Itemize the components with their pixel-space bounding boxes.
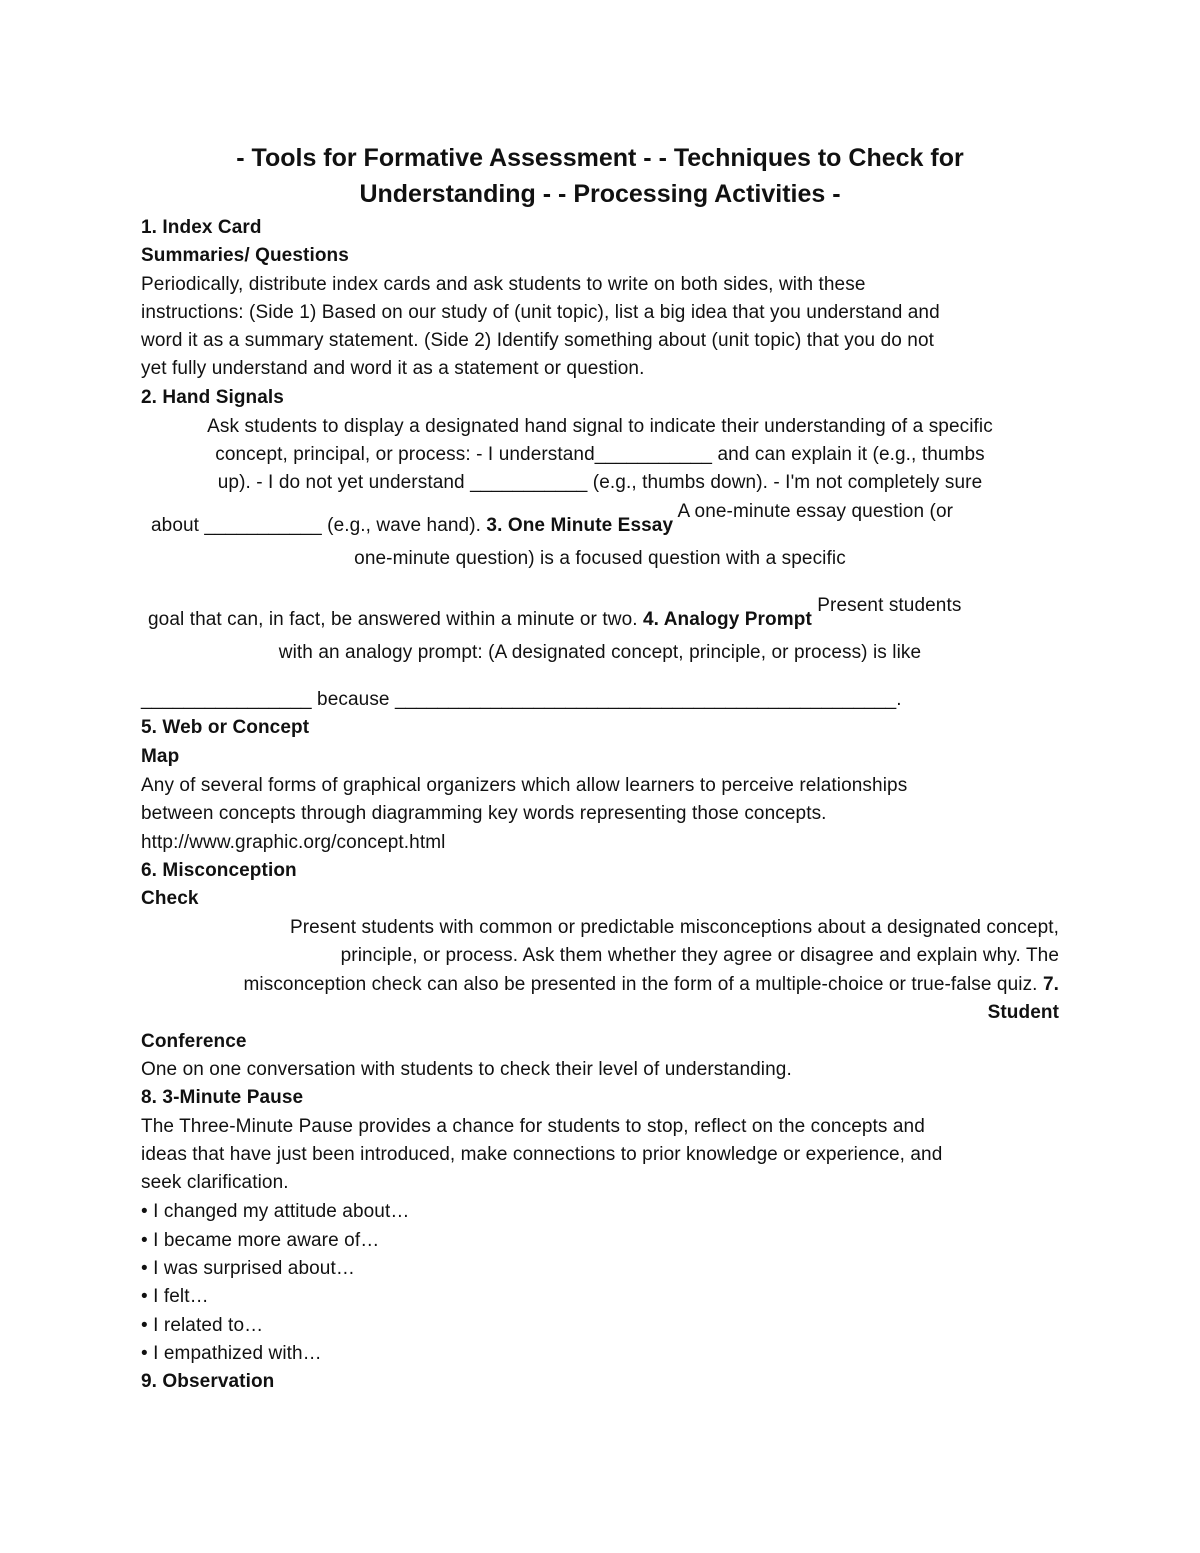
section-1-text-line: yet fully understand and word it as a statement or question. [141, 358, 645, 379]
section-8-text-line: seek clarification. [141, 1172, 289, 1193]
section-8-text-line: The Three-Minute Pause provides a chance for students to stop, reflect on the concepts and [141, 1116, 925, 1137]
section-4-heading: 4. Analogy Prompt [643, 609, 812, 630]
section-7-text-line: One on one conversation with students to check their level of understanding. [141, 1059, 792, 1080]
bullet-item: • I changed my attitude about… [141, 1201, 410, 1222]
section-1-text-line: instructions: (Side 1) Based on our study of (unit topic), list a big idea that you understand and [141, 302, 940, 323]
section-2-text-line: Ask students to display a designated hand signal to indicate their understanding of a specific [207, 416, 993, 437]
bullet-item: • I empathized with… [141, 1343, 322, 1364]
section-1-text-line: Periodically, distribute index cards and ask students to write on both sides, with these [141, 274, 866, 295]
section-2-text-line: up). - I do not yet understand ___________ (e.g., thumbs down). - I'm not completely sure [217, 472, 983, 493]
section-5-text-line: between concepts through diagramming key words representing those concepts. [141, 803, 827, 824]
section-6-subheading: Check [141, 888, 199, 909]
section-5-link[interactable]: http://www.graphic.org/concept.html [141, 832, 446, 853]
section-2-heading: 2. Hand Signals [141, 387, 284, 408]
section-3-heading: 3. One Minute Essay [486, 515, 674, 536]
section-4-inline-text: Present students [817, 595, 962, 616]
section-1-subheading: Summaries/ Questions [141, 245, 349, 266]
section-7-heading-word: Conference [141, 1031, 247, 1052]
section-8-text-line: ideas that have just been introduced, make connections to prior knowledge or experience, and [141, 1144, 943, 1165]
document-title-line-2: Understanding - - Processing Activities - [359, 180, 841, 208]
section-5-subheading: Map [141, 746, 180, 767]
section-4-blank-line: ________________ because _______________________________________________. [141, 689, 902, 710]
section-2-text: about ___________ (e.g., wave hand). [151, 515, 482, 536]
section-2-text-line: concept, principal, or process: - I understand___________ and can explain it (e.g., thumbs [215, 444, 985, 465]
section-3-inline-text: A one-minute essay question (or [677, 501, 954, 522]
section-7-heading-word: Student [987, 1002, 1059, 1023]
section-9-heading: 9. Observation [141, 1371, 275, 1392]
section-6-text-line-3 [243, 973, 1059, 997]
section-3-text-line: one-minute question) is a focused question with a specific [354, 548, 846, 569]
section-2-text-line-4 [151, 501, 954, 538]
section-4-text-line: with an analogy prompt: (A designated concept, principle, or process) is like [278, 642, 922, 663]
section-6-text: misconception check can also be presented in the form of a multiple-choice or true-false quiz. [243, 974, 1038, 995]
document-title-line-1: - Tools for Formative Assessment - - Techniques to Check for [236, 144, 964, 172]
section-5-text-line: Any of several forms of graphical organizers which allow learners to perceive relationships [141, 775, 908, 796]
section-1-heading: 1. Index Card [141, 217, 262, 238]
bullet-item: • I felt… [141, 1286, 209, 1307]
section-8-heading: 8. 3-Minute Pause [141, 1087, 304, 1108]
section-6-heading: 6. Misconception [141, 860, 297, 881]
section-6-text-line: principle, or process. Ask them whether they agree or disagree and explain why. The [340, 945, 1059, 966]
section-5-heading: 5. Web or Concept [141, 717, 310, 738]
bullet-item: • I became more aware of… [141, 1230, 380, 1251]
section-7-number: 7. [1042, 974, 1059, 995]
bullet-item: • I related to… [141, 1315, 264, 1336]
section-6-text-line: Present students with common or predictable misconceptions about a designated concept, [289, 917, 1059, 938]
section-3-text-line-3 [148, 595, 962, 632]
bullet-item: • I was surprised about… [141, 1258, 355, 1279]
section-1-text-line: word it as a summary statement. (Side 2) Identify something about (unit topic) that you do not [141, 330, 935, 351]
section-3-text: goal that can, in fact, be answered within a minute or two. [148, 609, 638, 630]
